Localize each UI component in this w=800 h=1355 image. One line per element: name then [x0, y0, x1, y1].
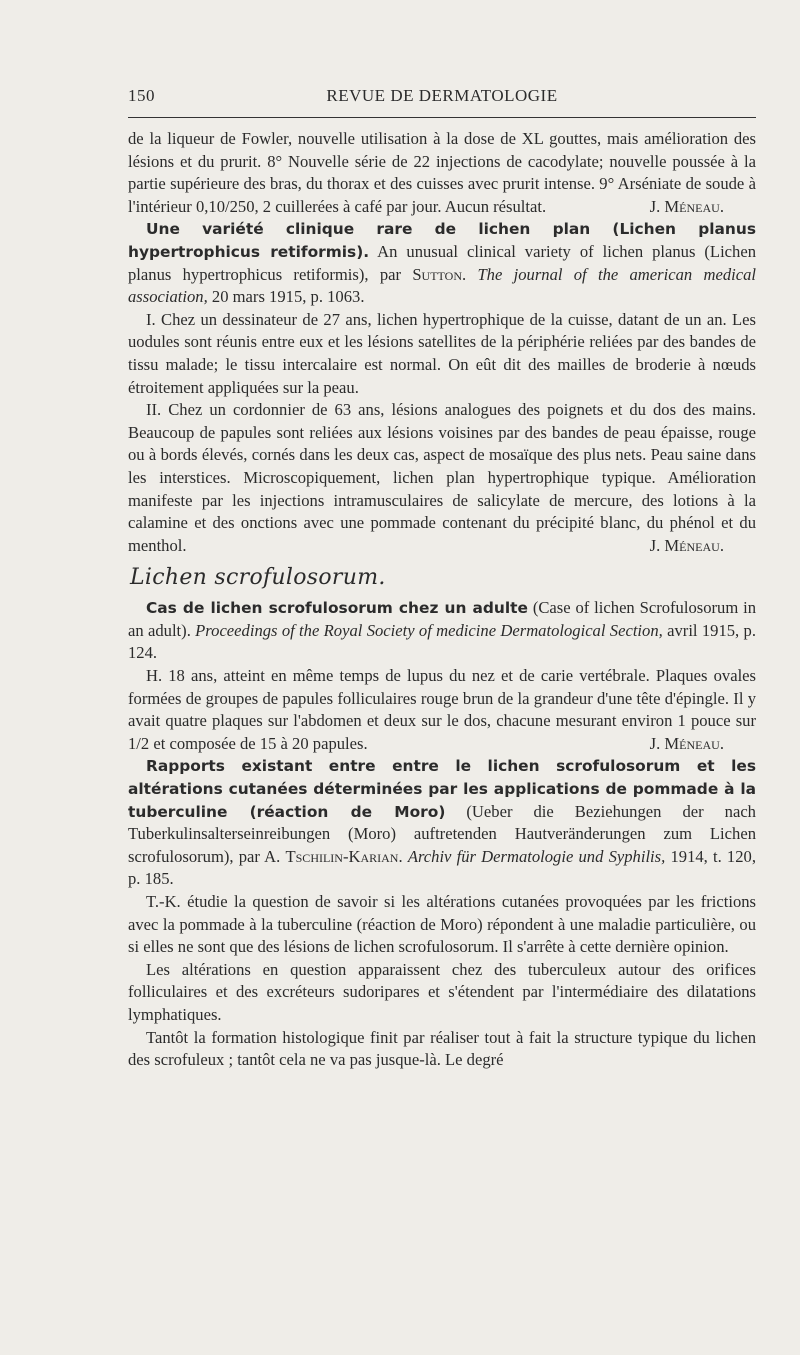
paragraph-text: II. Chez un cordonnier de 63 ans, lésions analogues des poignets et du dos des mains. Beaucoup de papules sont reliées aux lésions voisines par des bandes de peau épaisse, rouge ou à bords élevés, cornés dans les deux cas, aspect de mosaïque des plus nets. Peau saine dans les interstices. Microscopiquement, lichen plan hypertrophique typique. Amélioration manifeste par les injections intramusculaires de salicylate de mercure, des lotions à la calamine et des onctions avec une pommade contenant du précipité blanc, du phénol et du menthol. [128, 400, 756, 555]
journal-name: Proceedings of the Royal Society of medicine Dermatological Section, [195, 620, 663, 640]
author: Tschilin-Karian. [285, 846, 403, 866]
header-rule [128, 117, 756, 118]
reference-date: avril 1915, p. 124. [128, 620, 756, 663]
reference-date: 1914, t. 120, p. 185. [128, 846, 756, 889]
article-title: Cas de lichen scrofulosorum chez un adulte [146, 599, 528, 618]
reference-date: 20 mars 1915, p. 1063. [211, 287, 365, 307]
article-reference [128, 218, 756, 308]
article-title: Rapports existant entre entre le lichen scrofulosorum et les altérations cutanées déterminées par les applications de pommade à la tuberculine (réaction de Moro) [128, 757, 756, 821]
page-number: 150 [128, 86, 155, 105]
reference-text: An unusual clinical variety of lichen planus (Lichen planus hypertrophicus retiformis), par [128, 241, 756, 284]
section-title: Lichen scrofulosorum. [130, 565, 386, 591]
paragraph: T.-K. étudie la question de savoir si les altérations cutanées provoquées par les frictions avec la pommade à la tuberculine (réaction de Moro) répondent à une maladie particulière, ou si elles ne sont que des lésions de lichen scrofulosorum. Il s'arrête à cette dernière opinion. [128, 892, 756, 957]
reference-text: (Case of lichen Scrofulosorum in an adult). [128, 598, 757, 640]
paragraph [128, 399, 756, 557]
signature: J. Méneau. [649, 196, 724, 216]
paragraph: Les altérations en question apparaissent chez des tuberculeux autour des orifices folliculaires et des excréteurs sudoripares et s'étendent par l'intermédiaire des dilatations lymphatiques. [128, 959, 756, 1024]
reference-text: (Ueber die Beziehungen der nach Tuberkulinsalterseinreibungen (Moro) auftretenden Hautveränderungen zum Lichen scrofulosorum), par A. [128, 801, 756, 866]
author: Sutton. [412, 264, 467, 284]
running-header [128, 86, 756, 110]
article-reference [128, 755, 756, 891]
article-reference [128, 597, 756, 665]
signature: J. Méneau. [649, 535, 724, 555]
signature: J. Méneau. [649, 733, 724, 753]
running-title: REVUE DE DERMATOLOGIE [326, 86, 558, 105]
paragraph-text: H. 18 ans, atteint en même temps de lupus du nez et de carie vertébrale. Plaques ovales formées de groupes de papules folliculaires rouge brun de la grandeur d'une tête d'épingle. Il y avait quatre plaques sur l'abdomen et deux sur le dos, chacune mesurant environ 1 pouce sur 1/2 et composée de 15 à 20 papules. [128, 666, 756, 753]
continued-paragraph [128, 128, 756, 218]
article-title: Une variété clinique rare de lichen plan (Lichen planus hypertrophicus retiformis). [128, 220, 756, 261]
journal-name: Archiv für Dermatologie und Syphilis, [407, 846, 666, 866]
journal-name: The journal of the american medical association, [128, 264, 756, 307]
continued-text: de la liqueur de Fowler, nouvelle utilisation à la dose de XL gouttes, mais amélioration des lésions et du prurit. 8° Nouvelle série de 22 injections de cacodylate; nouvelle poussée à la partie supérieure des bras, du thorax et des cuisses avec prurit intense. 9° Arséniate de soude à l'intérieur 0,10/250, 2 cuillerées à café par jour. Aucun résultat. [128, 129, 756, 216]
article-body [128, 128, 756, 1072]
paragraph [128, 665, 756, 755]
paragraph: I. Chez un dessinateur de 27 ans, lichen hypertrophique de la cuisse, datant de un an. Les uodules sont réunis entre eux et les lésions satellites de la périphérie reliées par des bandes de tissu malade; le tissu intercalaire est normal. On eût dit des mailles de broderie à nœuds étroitement appliquées sur la peau. [128, 309, 756, 397]
paragraph: Tantôt la formation histologique finit par réaliser tout à fait la structure typique du lichen des scrofuleux ; tantôt cela ne va pas jusque-là. Le degré [128, 1027, 756, 1070]
